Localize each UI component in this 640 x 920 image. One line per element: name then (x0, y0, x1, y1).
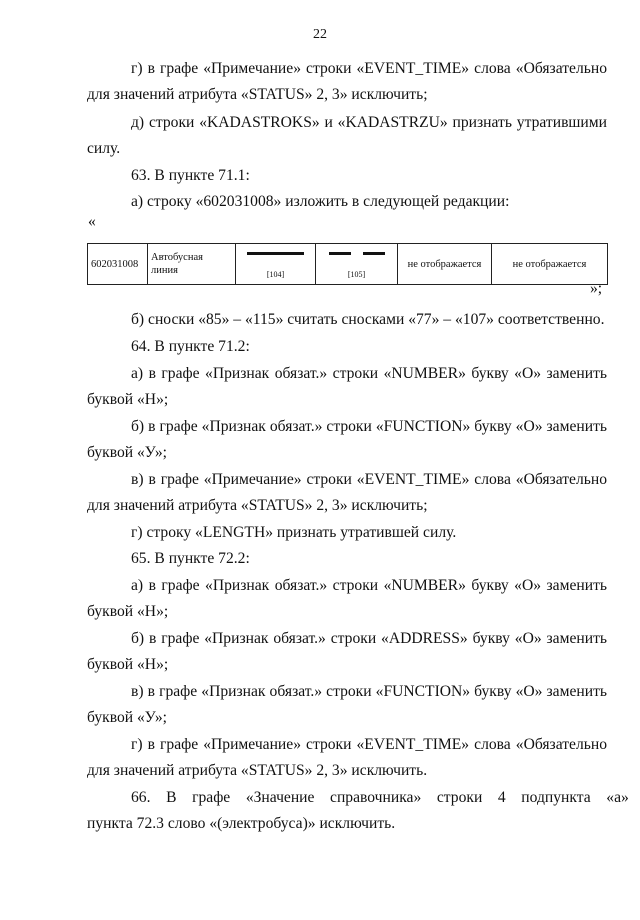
paragraph-65g-cont: для значений атрибута «STATUS» 2, 3» исключить. (87, 762, 428, 779)
paragraph-d: д) строки «KADASTROKS» и «KADASTRZU» признать утратившими (131, 114, 607, 131)
paragraph-g-cont: для значений атрибута «STATUS» 2, 3» исключить; (87, 86, 428, 103)
paragraph-65g: г) в графе «Примечание» строки «EVENT_TIME» слова «Обязательно (131, 736, 607, 753)
paragraph-63a: а) строку «602031008» изложить в следующей редакции: (131, 193, 510, 210)
paragraph-65v-cont: буквой «У»; (87, 709, 167, 726)
section-66: 66. В графе «Значение справочника» строки 4 подпункта «а» (131, 789, 629, 806)
paragraph-65a-cont: буквой «Н»; (87, 603, 169, 620)
paragraph-65v: в) в графе «Признак обязат.» строки «FUNCTION» букву «О» заменить (131, 683, 607, 700)
table-cell-line-dashed (316, 244, 398, 285)
dashed-line-segment (329, 252, 351, 255)
paragraph-64v-cont: для значений атрибута «STATUS» 2, 3» исключить; (87, 497, 428, 514)
section-63-heading: 63. В пункте 71.1: (131, 167, 250, 184)
section-64-heading: 64. В пункте 71.2: (131, 338, 250, 355)
solid-line-sample (247, 252, 304, 255)
close-quote: »; (590, 280, 603, 297)
paragraph-64a: а) в графе «Признак обязат.» строки «NUMBER» букву «О» заменить (131, 365, 607, 382)
paragraph-g: г) в графе «Примечание» строки «EVENT_TIME» слова «Обязательно (131, 60, 607, 77)
paragraph-64a-cont: буквой «Н»; (87, 391, 169, 408)
section-66-cont: пункта 72.3 слово «(электробуса)» исключить. (87, 815, 396, 832)
paragraph-64b-cont: буквой «У»; (87, 444, 167, 461)
paragraph-65a: а) в графе «Признак обязат.» строки «NUMBER» букву «О» заменить (131, 577, 607, 594)
section-65-heading: 65. В пункте 72.2: (131, 550, 250, 567)
paragraph-65b: б) в графе «Признак обязат.» строки «ADDRESS» букву «О» заменить (131, 630, 607, 647)
table-row (88, 244, 608, 285)
table-cell-code: 602031008 (88, 244, 148, 285)
open-quote: « (88, 213, 96, 230)
table-cell-name: Автобусная линия (148, 244, 236, 285)
table-cell-display-2: не отображается (492, 244, 608, 285)
footnote-ref-105: [105] (347, 270, 366, 279)
footnote-ref-104: [104] (266, 270, 285, 279)
paragraph-d-cont: силу. (87, 140, 121, 157)
dashed-line-segment (363, 252, 385, 255)
paragraph-64b: б) в графе «Признак обязат.» строки «FUNCTION» букву «О» заменить (131, 418, 607, 435)
paragraph-65b-cont: буквой «Н»; (87, 656, 169, 673)
replacement-table (87, 243, 608, 285)
paragraph-63b: б) сноски «85» – «115» считать сносками «77» – «107» соответственно. (131, 311, 605, 328)
table-cell-display-1: не отображается (398, 244, 492, 285)
paragraph-64g: г) строку «LENGTH» признать утратившей силу. (131, 524, 457, 541)
paragraph-64v: в) в графе «Примечание» строки «EVENT_TIME» слова «Обязательно (131, 471, 607, 488)
table-cell-line-solid (236, 244, 316, 285)
page-number: 22 (313, 27, 327, 42)
